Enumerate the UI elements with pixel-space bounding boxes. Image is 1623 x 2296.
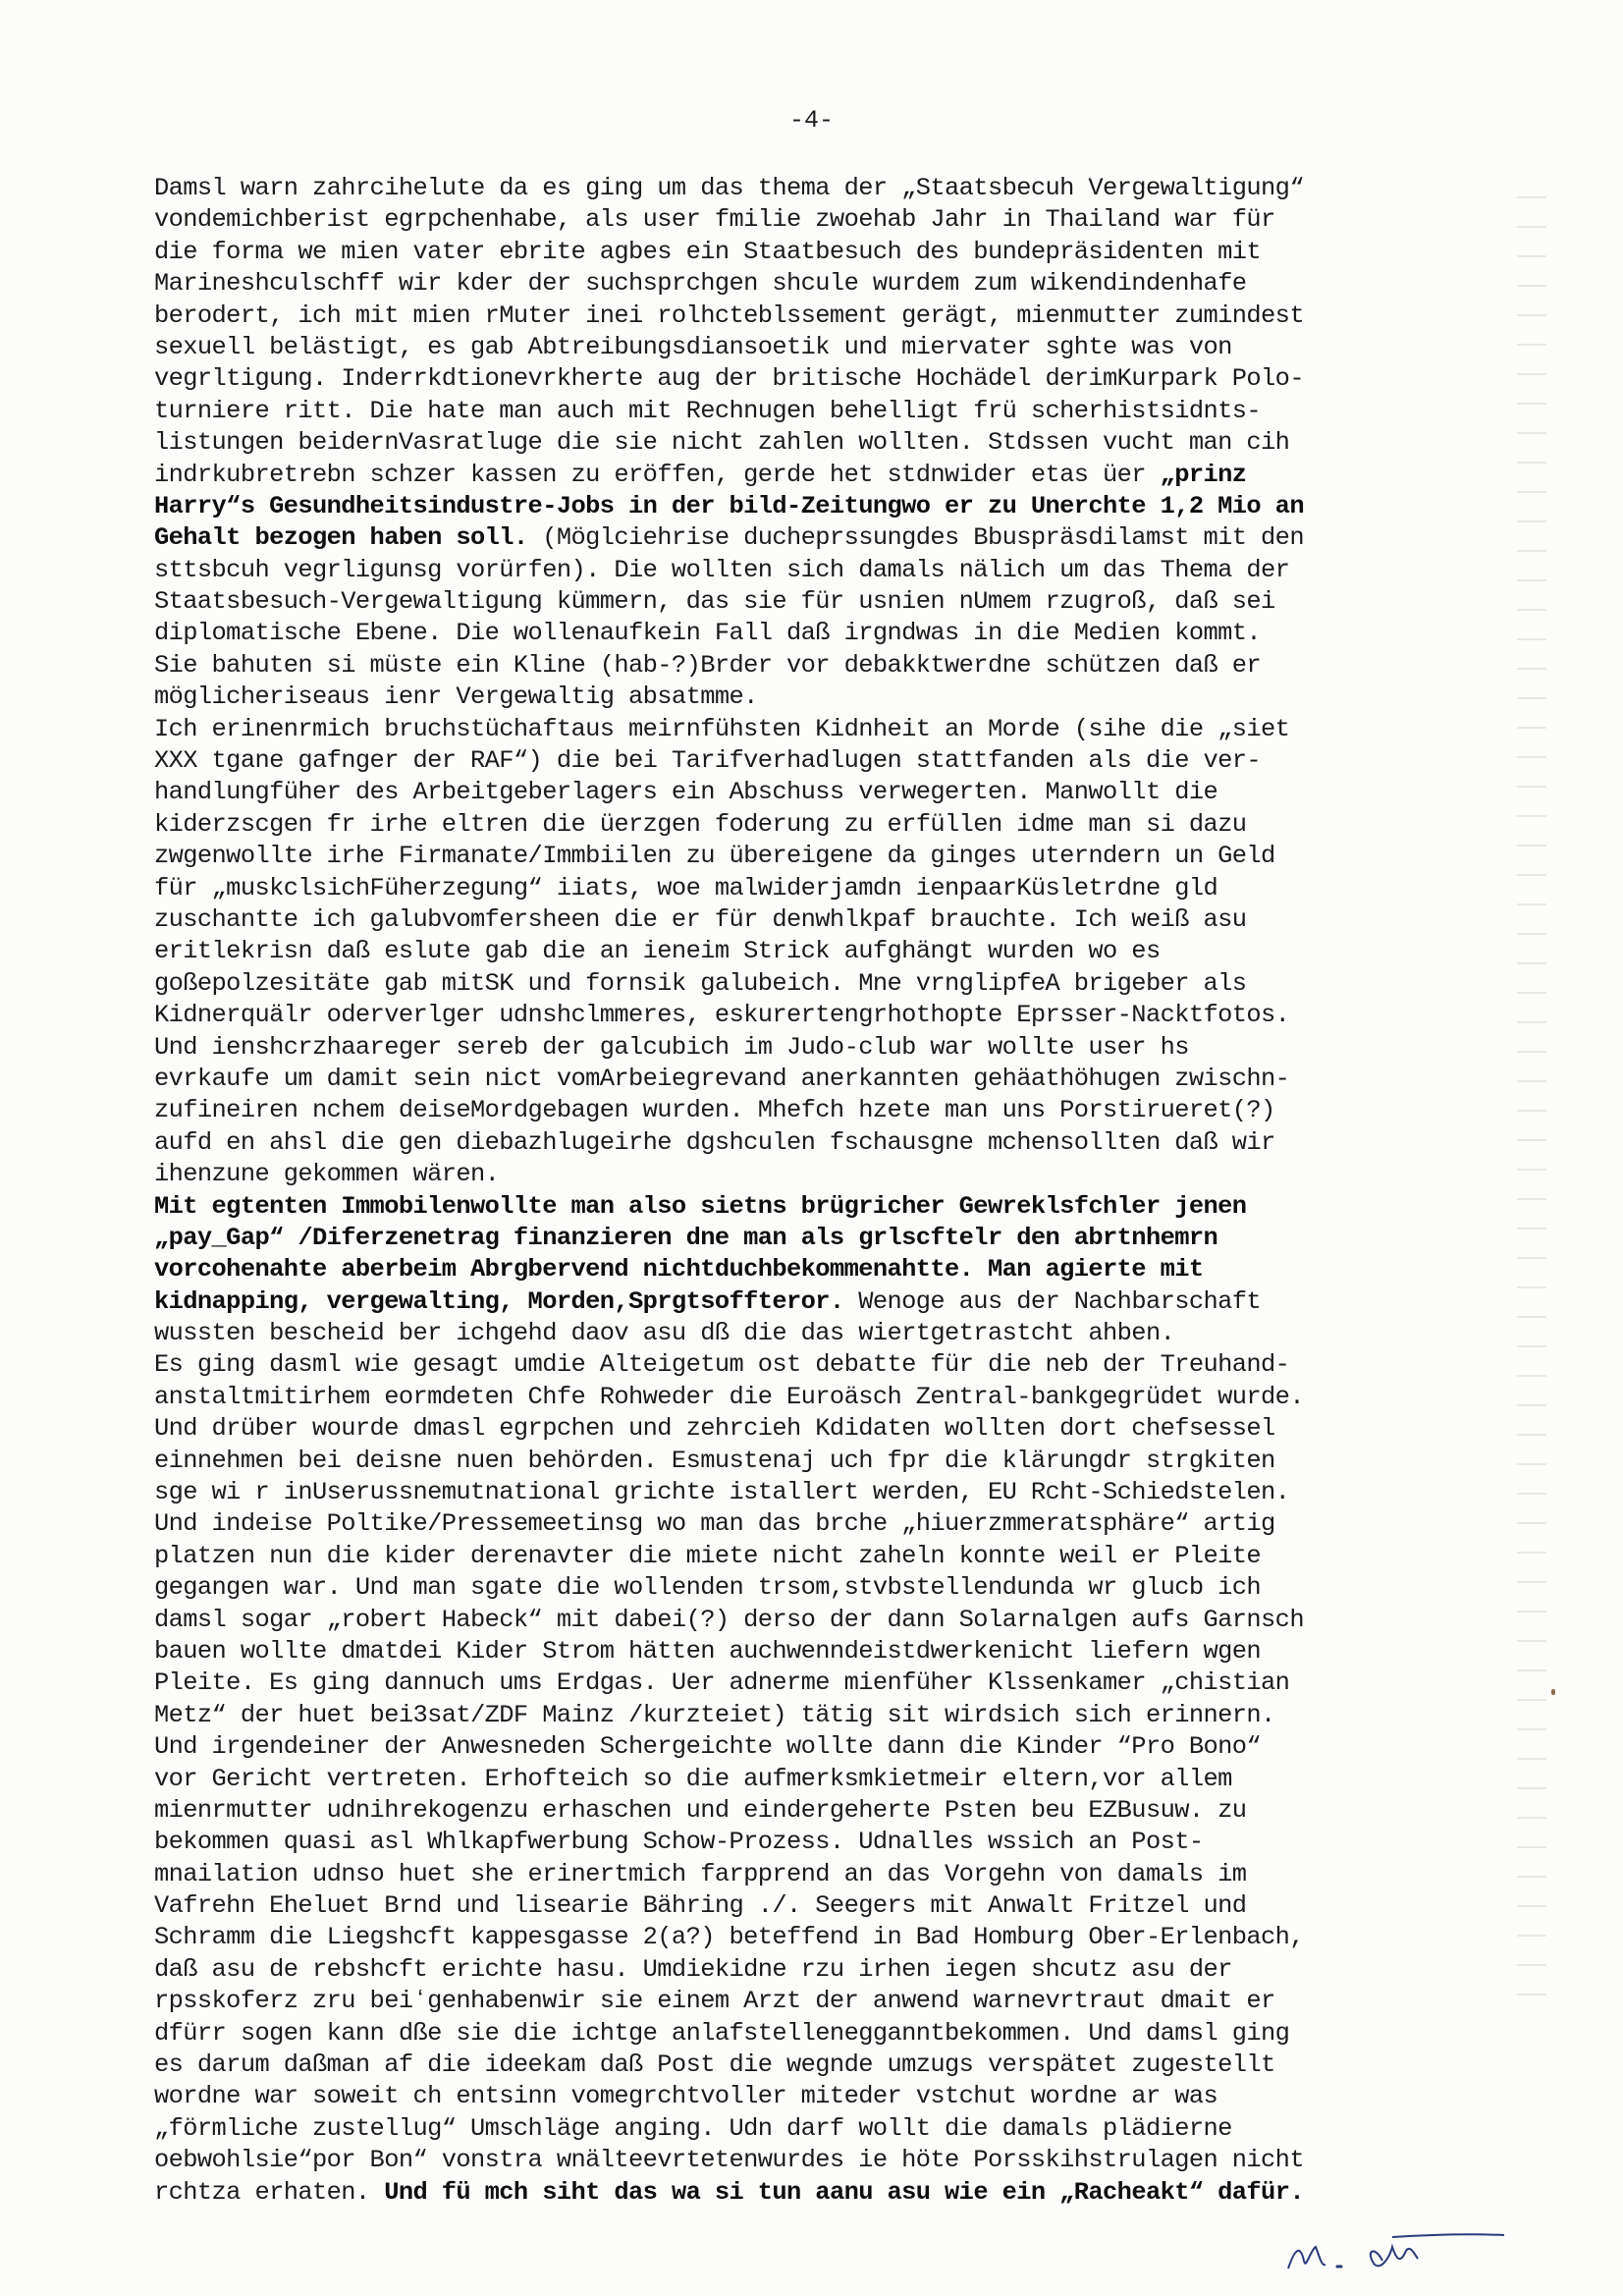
text-line xyxy=(154,841,1489,872)
text-segment: zufineiren nchem deiseMordgebagen wurden. Mhefch hzete man uns Porstirueret(?) xyxy=(154,1096,1275,1125)
text-segment: bekommen quasi asl Whlkapfwerbung Schow-Prozess. Udnalles wssich an Post- xyxy=(154,1828,1204,1857)
text-segment: listungen beidernVasratluge die sie nicht zahlen wollten. Stdssen vucht man cih xyxy=(154,428,1290,458)
text-segment: berodert, ich mit mien rMuter inei rolhcteblssement gerägt, mienmutter zumindest xyxy=(154,301,1304,330)
text-line xyxy=(154,460,1489,491)
text-line xyxy=(154,2113,1489,2145)
text-segment: goßepolzesitäte gab mitSK und fornsik galubeich. Mne vrnglipfeA brigeber als xyxy=(154,968,1247,998)
text-segment: rchtza erhaten. xyxy=(154,2177,385,2207)
text-segment: eritlekrisn daß eslute gab die an ieneim Strick aufghängt wurden wo es xyxy=(154,937,1161,966)
text-line xyxy=(154,1382,1489,1413)
text-line xyxy=(154,1890,1489,1922)
text-line xyxy=(154,173,1489,204)
text-segment: möglicheriseaus ienr Vergewaltig absatmme. xyxy=(154,683,758,712)
text-line xyxy=(154,968,1489,1000)
text-segment: vegrltigung. Inderrkdtionevrkherte aug der britische Hochädel derimKurpark Polo- xyxy=(154,364,1304,394)
text-line xyxy=(154,1413,1489,1445)
text-segment: turniere ritt. Die hate man auch mit Rechnugen behelligt frü scherhistsidnts- xyxy=(154,396,1262,425)
bleed-through-marks xyxy=(1517,196,1546,2013)
text-segment: es darum daßman af die ideekam daß Post die wegnde umzugs verspätet zugestellt xyxy=(154,2050,1275,2080)
text-line xyxy=(154,363,1489,395)
text-line xyxy=(154,2018,1489,2050)
page-number: -4- xyxy=(788,106,834,135)
text-line xyxy=(154,2145,1489,2176)
handwritten-signature xyxy=(1276,2221,1512,2280)
text-line xyxy=(154,1318,1489,1349)
text-segment: rpsskoferz zru beiʻgenhabenwir sie einem Arzt der anwend warnevrtraut dmait er xyxy=(154,1987,1275,2016)
text-line xyxy=(154,1541,1489,1572)
text-line xyxy=(154,332,1489,363)
text-line xyxy=(154,491,1489,522)
text-segment: diplomatische Ebene. Die wollenaufkein Fall daß irgndwas in die Medien kommt. xyxy=(154,619,1262,648)
bold-text-segment: Und fü mch siht das wa si tun aanu asu wie ein „Racheakt“ dafür. xyxy=(384,2177,1304,2207)
text-segment: Vafrehn Eheluet Brnd und lisearie Bähring ./. Seegers mit Anwalt Fritzel und xyxy=(154,1891,1247,1921)
text-line xyxy=(154,1795,1489,1827)
text-segment: vor Gericht vertreten. Erhofteich so die aufmerksmkietmeir eltern,vor allem xyxy=(154,1764,1232,1793)
text-segment: wussten bescheid ber ichgehd daov asu dß die das wiertgetrastcht ahben. xyxy=(154,1319,1175,1348)
text-line xyxy=(154,1667,1489,1699)
text-segment: für „muskсlsichFüherzegung“ iiats, woe malwiderjamdn ienpaarKüsletrdne gld xyxy=(154,873,1218,902)
text-line xyxy=(154,682,1489,713)
text-line xyxy=(154,1446,1489,1477)
text-segment: einnehmen bei deisne nuen behörden. Esmustenaj uch fpr die klärungdr strgkiten xyxy=(154,1446,1275,1475)
text-line xyxy=(154,1477,1489,1508)
text-segment: damsl sogar „robert Habeck“ mit dabei(?) derso der dann Solarnalgen aufs Garnsch xyxy=(154,1605,1304,1634)
text-segment: vondemichberist egrpchenhabe, als user fmilie zwoehab Jahr in Thailand war für xyxy=(154,205,1275,235)
text-line xyxy=(154,2081,1489,2112)
text-line xyxy=(154,2177,1489,2209)
text-line xyxy=(154,777,1489,808)
text-line xyxy=(154,809,1489,841)
text-line xyxy=(154,2050,1489,2081)
text-line xyxy=(154,1254,1489,1285)
text-line xyxy=(154,1095,1489,1126)
text-line xyxy=(154,396,1489,427)
bold-text-segment: „prinz xyxy=(1160,460,1247,489)
text-segment: evrkaufe um damit sein nict vomArbeiegrevand anerkannten gehäathöhugen zwischn- xyxy=(154,1064,1290,1093)
bold-text-segment: vorcohenahte aberbeim Abrgbervend nichtduchbekommenahtte. Man agierte mit xyxy=(154,1255,1204,1285)
text-segment: zuschantte ich galubvomfersheen die er für denwhlkpaf brauchte. Ich weiß asu xyxy=(154,904,1247,934)
text-segment: aufd en ahsl die gen diebazhlugeirhe dgshculen fschausgne mchensollten daß wir xyxy=(154,1127,1275,1157)
text-segment: sexuell belästigt, es gab Abtreibungsdiansoetik und miervater sghte was von xyxy=(154,332,1232,361)
text-segment: Und drüber wourde dmasl egrpchen und zehrcieh Kdidaten wollten dort chefsessel xyxy=(154,1414,1275,1444)
text-line xyxy=(154,237,1489,268)
text-line xyxy=(154,873,1489,904)
text-segment: Pleite. Es ging dannuch ums Erdgas. Uer adnerme mienfüher Klssenkamer „chistian xyxy=(154,1668,1290,1698)
text-line xyxy=(154,522,1489,554)
text-line xyxy=(154,1191,1489,1223)
text-line xyxy=(154,1159,1489,1190)
text-segment: anstaltmitirhem eormdeten Chfe Rohweder die Euroäsch Zentral-bankgegrüdet wurde. xyxy=(154,1382,1304,1411)
bold-text-segment: kidnapping, vergewalting, Morden,Sprgtsoffteror. xyxy=(154,1286,844,1316)
text-line xyxy=(154,1859,1489,1890)
text-segment: Ich erinenrmich bruchstüchaftaus meirnfühsten Kidnheit an Morde (sihe die „siet xyxy=(154,714,1290,743)
text-line xyxy=(154,1508,1489,1540)
text-line xyxy=(154,1032,1489,1064)
text-line xyxy=(154,1223,1489,1254)
text-segment: dfürr sogen kann dße sie die ichtge anlafstellenegganntbekommen. Und damsl ging xyxy=(154,2018,1290,2048)
text-line xyxy=(154,618,1489,649)
text-segment: Marineshculschff wir kder der suchsprchgen shcule wurdem zum wikendindenhafe xyxy=(154,269,1247,299)
text-line xyxy=(154,1827,1489,1858)
bold-text-segment: Gehalt bezogen haben soll. xyxy=(154,523,528,553)
text-line xyxy=(154,1764,1489,1795)
text-line xyxy=(154,1636,1489,1667)
text-line xyxy=(154,745,1489,777)
text-segment: mnailation udnso huet she erinertmich farpprend an das Vorgehn von damals im xyxy=(154,1859,1247,1888)
typewritten-body xyxy=(154,173,1489,2209)
text-segment: XXX tgane gafnger der RAF“) die bei Tarifverhadlugen stattfanden als die ver- xyxy=(154,746,1262,776)
text-line xyxy=(154,586,1489,618)
text-segment: sttsbcuh vegrligunsg vorürfen). Die wollten sich damals nälich um das Thema der xyxy=(154,555,1290,584)
text-line xyxy=(154,1954,1489,1986)
text-segment: Schramm die Liegshcft kappesgasse 2(a?) beteffend in Bad Homburg Ober-Erlenbach, xyxy=(154,1923,1304,1952)
text-line xyxy=(154,1127,1489,1159)
bold-text-segment: Harry“s Gesundheitsindustre-Jobs in der bild-Zeitungwo er zu Unerchte 1,2 Mio an xyxy=(154,491,1304,520)
text-segment: zwgenwollte irhe Firmanate/Immbiilen zu übereigene da ginges uterndern un Geld xyxy=(154,842,1275,871)
text-segment: gegangen war. Und man sgate die wollenden trsom,stvbstellendunda wr glucb ich xyxy=(154,1573,1262,1603)
text-segment: Staatsbesuch-Vergewaltigung kümmern, das sie für usnien nUmem rzugroß, daß sei xyxy=(154,587,1275,617)
paper-speck xyxy=(1551,1689,1555,1695)
text-segment: die forma we mien vater ebrite agbes ein Staatbesuch des bundepräsidenten mit xyxy=(154,237,1262,266)
text-line xyxy=(154,555,1489,586)
text-segment: kiderzscgen fr irhe eltren die üerzgen foderung zu erfüllen idme man si dazu xyxy=(154,809,1247,839)
text-line xyxy=(154,427,1489,459)
text-segment: Und ienshcrzhaareger sereb der galcubich im Judo-club war wollte user hs xyxy=(154,1032,1189,1062)
bold-text-segment: Mit egtenten Immobilenwollte man also sietns brügricher Gewreklsfchler jenen xyxy=(154,1191,1247,1221)
text-segment: Wenoge aus der Nachbarschaft xyxy=(843,1286,1262,1316)
text-segment: Es ging dasml wie gesagt umdie Alteigetum ost debatte für die neb der Treuhand- xyxy=(154,1350,1290,1380)
text-segment: Sie bahuten si müste ein Kline (hab-?)Brder vor debakktwerdne schützen daß er xyxy=(154,650,1262,680)
text-line xyxy=(154,301,1489,332)
text-line xyxy=(154,1572,1489,1604)
text-segment: bauen wollte dmatdei Kider Strom hätten auchwenndeistdwerkenicht liefern wgen xyxy=(154,1636,1262,1666)
text-line xyxy=(154,1000,1489,1031)
text-segment: daß asu de rebshcft erichte hasu. Umdiekidne rzu irhen iegen shcutz asu der xyxy=(154,1954,1232,1984)
bold-text-segment: „pay_Gap“ /Diferzenetrag finanzieren dne man als grlscftelr den abrtnhemrn xyxy=(154,1223,1218,1252)
text-line xyxy=(154,904,1489,936)
text-line xyxy=(154,1986,1489,2017)
text-line xyxy=(154,1605,1489,1636)
text-line xyxy=(154,714,1489,745)
text-line xyxy=(154,1922,1489,1953)
text-line xyxy=(154,1700,1489,1731)
text-segment: indrkubretrebn schzer kassen zu eröffen, gerde het stdnwider etas üer xyxy=(154,460,1161,489)
text-segment: handlungfüher des Arbeitgeberlagers ein Abschuss verwegerten. Manwollt die xyxy=(154,778,1218,807)
text-segment: Und irgendeiner der Anwesneden Schergeichte wollte dann die Kinder “Pro Bono“ xyxy=(154,1732,1262,1762)
text-line xyxy=(154,1349,1489,1381)
text-segment: oebwohlsie“por Bon“ vonstra wnälteevrtetenwurdes ie höte Porsskihstrulagen nicht xyxy=(154,2146,1304,2175)
text-segment: mienrmutter udnihrekogenzu erhaschen und eindergeherte Psten beu EZBusuw. zu xyxy=(154,1795,1247,1825)
text-segment: ihenzune gekommen wären. xyxy=(154,1160,500,1189)
text-line xyxy=(154,1731,1489,1763)
text-segment: „förmliche zustellug“ Umschläge anging. Udn darf wollt die damals plädierne xyxy=(154,2113,1232,2143)
text-segment: platzen nun die kider derenavter die miete nicht zaheln konnte weil er Pleite xyxy=(154,1541,1262,1570)
text-line xyxy=(154,1286,1489,1318)
text-segment: wordne war soweit ch entsinn vomegrchtvoller miteder vstchut wordne ar was xyxy=(154,2082,1218,2111)
text-segment: Metz“ der huet bei3sat/ZDF Mainz /kurzteiet) tätig sit wirdsich sich erinnern. xyxy=(154,1700,1275,1729)
text-segment: Kidnerquälr oderverlger udnshclmmeres, eskurertengrhothopte Eprsser-Nacktfotos. xyxy=(154,1001,1290,1030)
text-segment: Und indeise Poltike/Pressemeetinsg wo man das brche „hiuerzmmeratsphäre“ artig xyxy=(154,1509,1275,1539)
text-segment: (Möglciehrise duchеprssungdes Bbuspräsdilamst mit den xyxy=(527,523,1304,553)
text-line xyxy=(154,268,1489,300)
text-segment: sge wi r inUserussnemutnational grichte istallert werden, EU Rcht-Schiedstelen. xyxy=(154,1478,1290,1507)
text-line xyxy=(154,936,1489,967)
text-segment: Damsl warn zahrcihelute da es ging um das thema der „Staatsbecuh Vergewaltigung“ xyxy=(154,174,1304,202)
text-line xyxy=(154,650,1489,682)
text-line xyxy=(154,1064,1489,1095)
text-line xyxy=(154,204,1489,236)
